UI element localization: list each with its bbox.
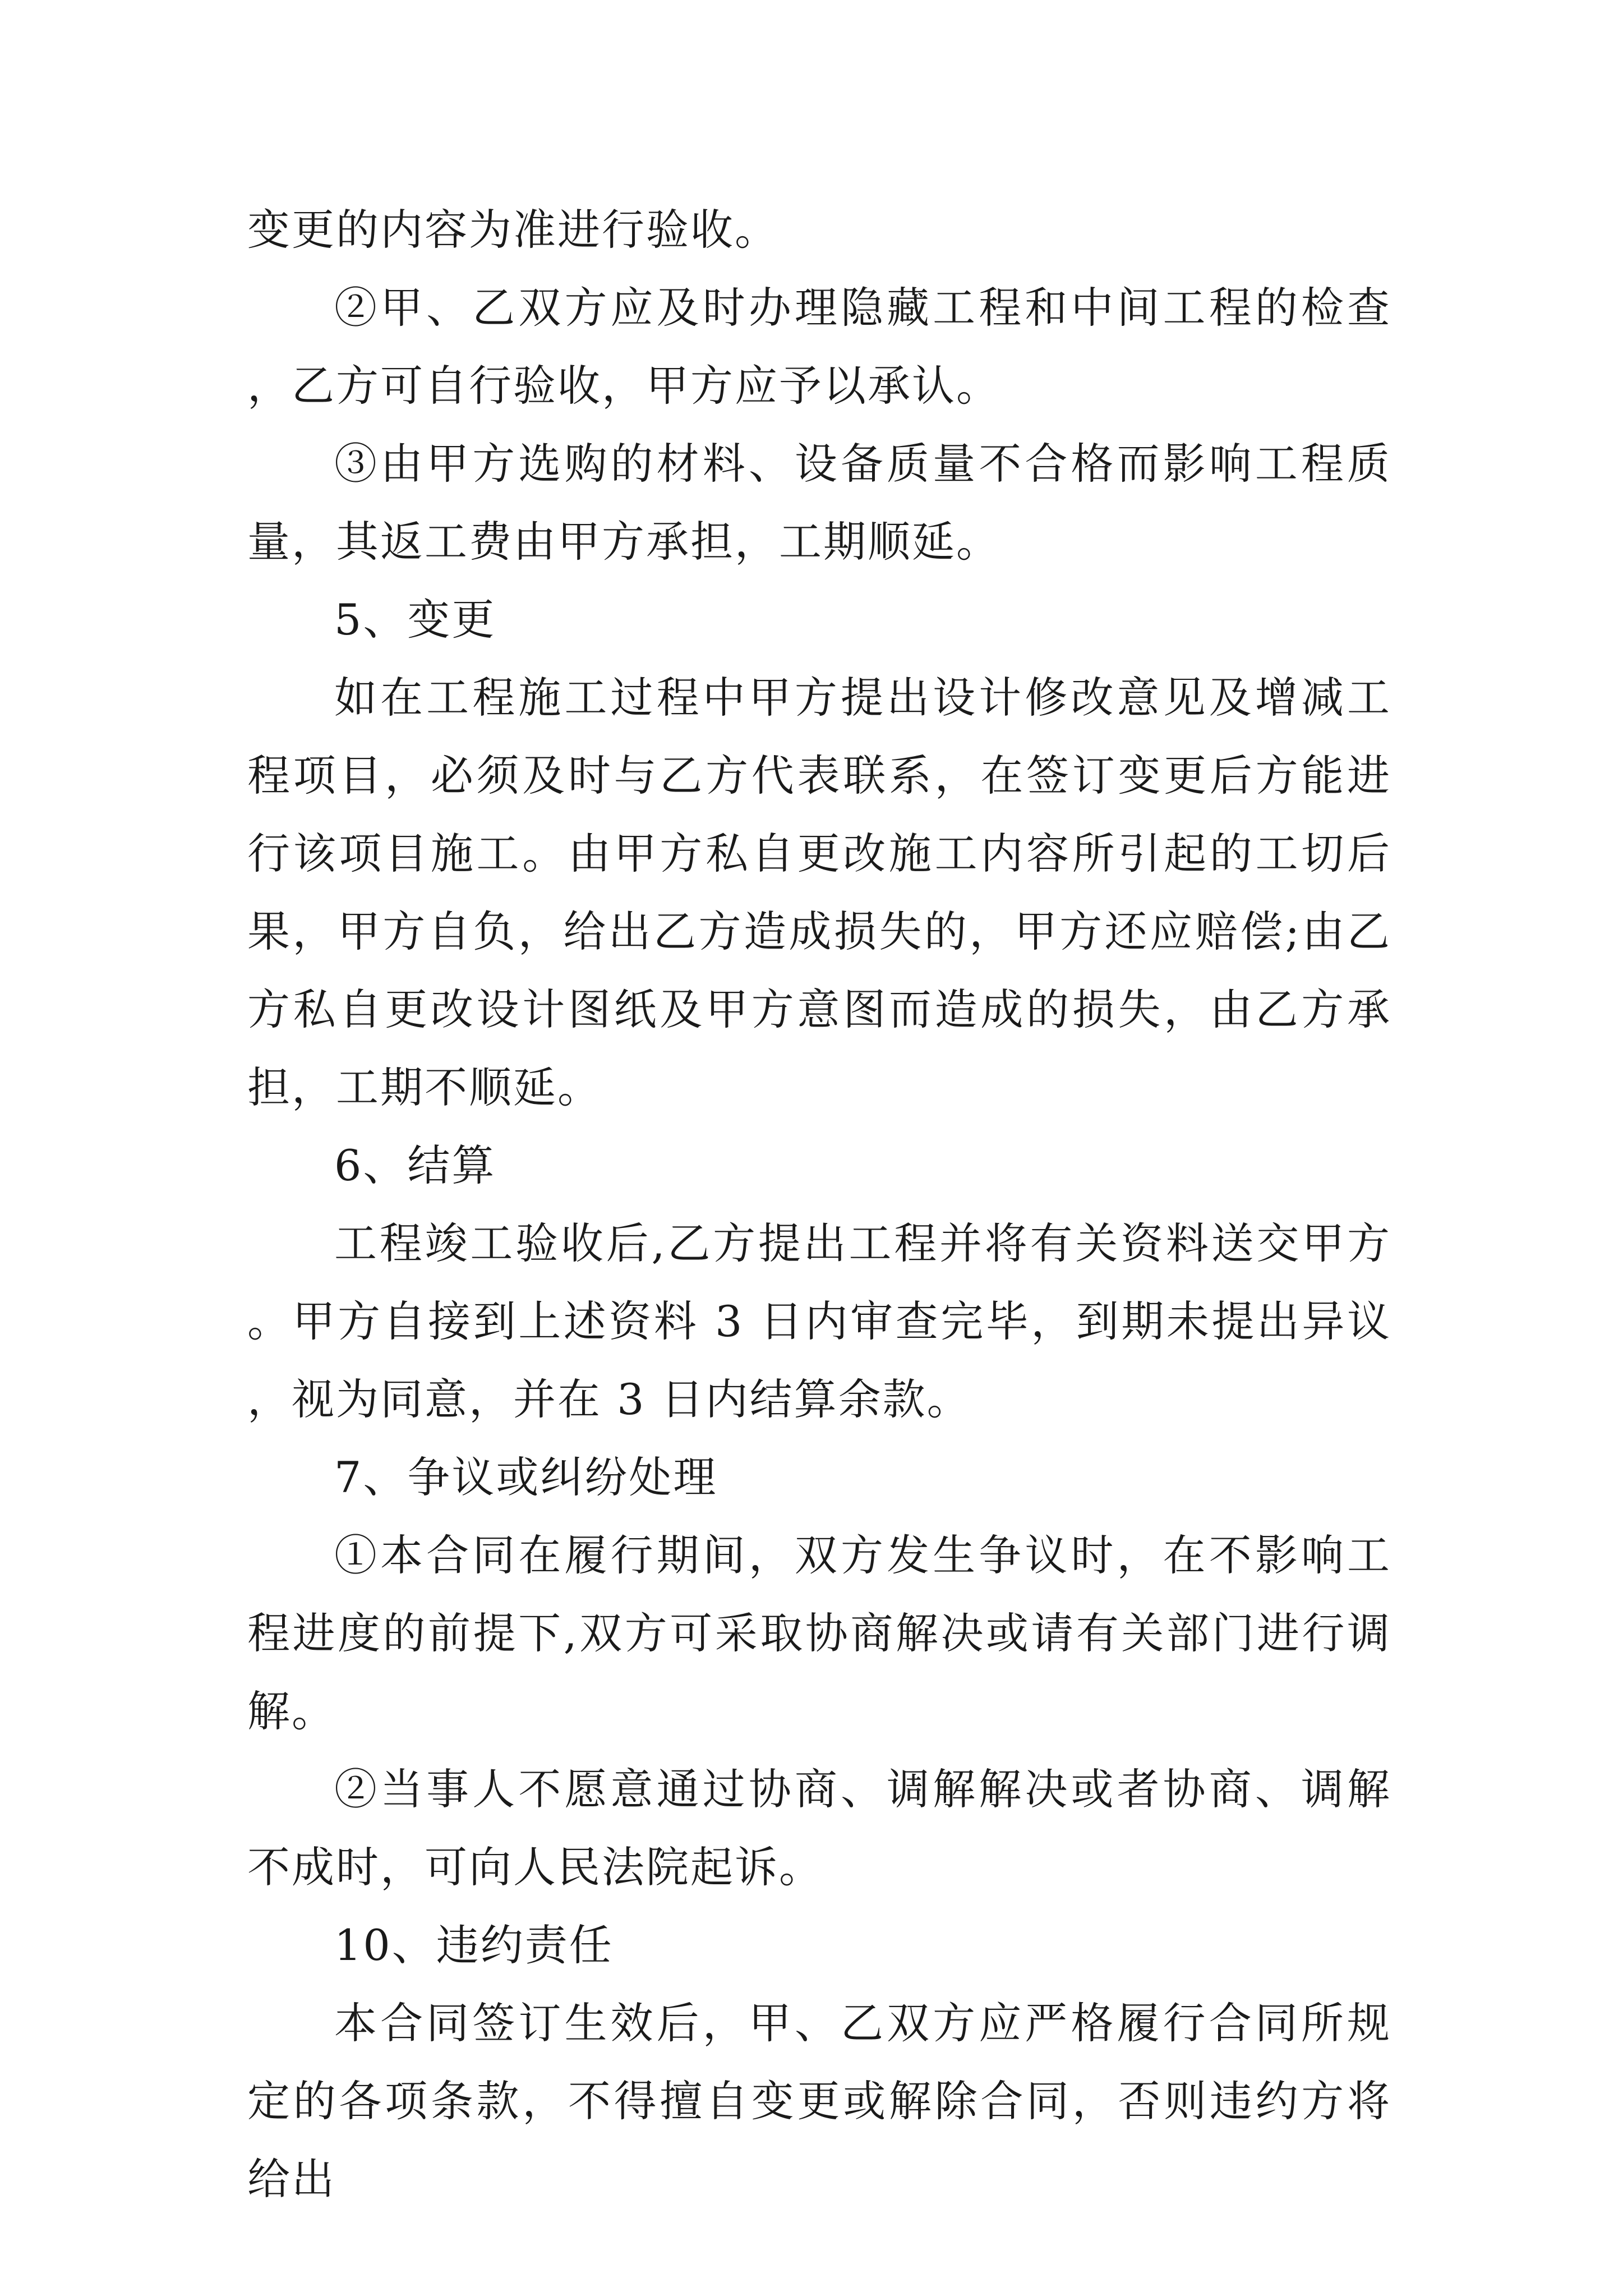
paragraph-dispute-litigation: ②当事人不愿意通过协商、调解解决或者协商、调解不成时，可向人民法院起诉。 xyxy=(247,1764,1391,1892)
paragraph-hidden-works-inspection: ②甲、乙双方应及时办理隐藏工程和中间工程的检查，乙方可自行验收，甲方应予以承认。 xyxy=(247,283,1391,411)
paragraph-settlement-terms: 工程竣工验收后,乙方提出工程并将有关资料送交甲方。甲方自接到上述资料 3 日内审查完毕，到期未提出异议，视为同意，并在 3 日内结算余款。 xyxy=(247,1218,1391,1424)
paragraph-dispute-negotiation: ①本合同在履行期间，双方发生争议时，在不影响工程进度的前提下,双方可采取协商解决或请有关部门进行调解。 xyxy=(247,1530,1391,1736)
section-heading-dispute: 7、争议或纠纷处理 xyxy=(334,1452,718,1502)
section-heading-liability: 10、违约责任 xyxy=(334,1920,614,1970)
contract-text-body xyxy=(247,191,1391,2218)
paragraph-change-terms: 如在工程施工过程中甲方提出设计修改意见及增减工程项目，必须及时与乙方代表联系，在签订变更后方能进行该项目施工。由甲方私自更改施工内容所引起的工切后果，甲方自负，给出乙方造成损失的，甲方还应赔偿;由乙方私自更改设计图纸及甲方意图而造成的损失，由乙方承担，工期不顺延。 xyxy=(247,673,1391,1112)
section-heading-change: 5、变更 xyxy=(334,595,496,645)
paragraph-material-quality: ③由甲方选购的材料、设备质量不合格而影响工程质量，其返工费由甲方承担，工期顺延。 xyxy=(247,439,1391,567)
paragraph-liability-terms: 本合同签订生效后，甲、乙双方应严格履行合同所规定的各项条款，不得擅自变更或解除合同，否则违约方将给出 xyxy=(247,1998,1391,2204)
section-heading-settlement: 6、结算 xyxy=(334,1140,496,1190)
paragraph-continuation: 变更的内容为准进行验收。 xyxy=(247,205,779,255)
